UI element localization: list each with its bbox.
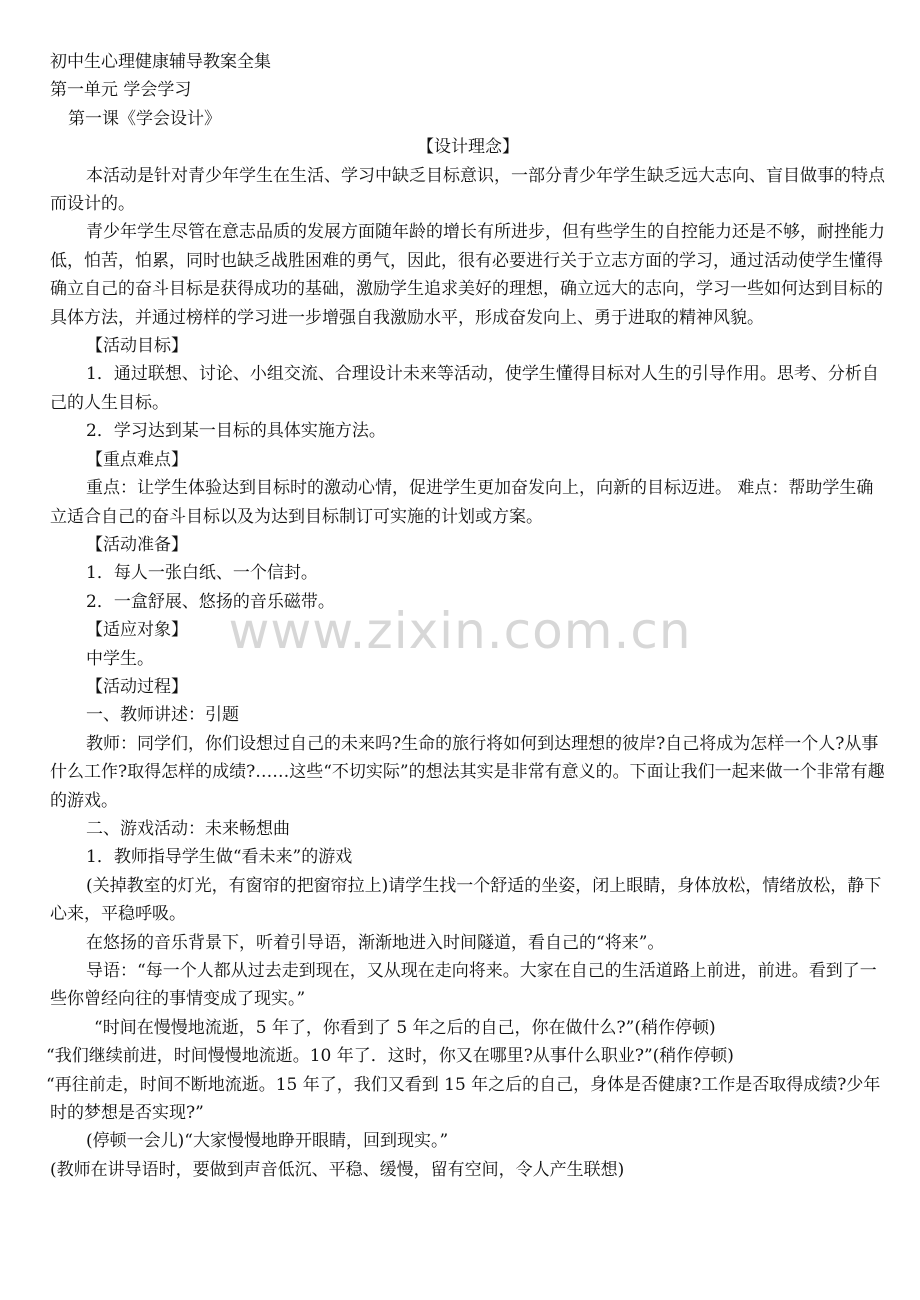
prep-item-1: 1．每人一张白纸、一个信封。: [86, 563, 318, 584]
key-text: 重点：让学生体验达到目标时的激动心情，促进学生更加奋发向上，向新的目标迈进。 难点：帮助学生确立适合自己的奋斗目标以及为达到目标制订可实施的计划或方案。: [50, 478, 874, 527]
watermark: www.zixin.com.cn: [228, 602, 692, 660]
guide-quote-4: (停顿一会儿)“大家慢慢地睁开眼睛，回到现实。”: [86, 1131, 449, 1152]
guide-quote-2: “我们继续前进，时间慢慢地流逝。10 年了．这时，你又在哪里?从事什么职业?”(稍作停顿): [46, 1046, 734, 1067]
goal-item-1: 1．通过联想、讨论、小组交流、合理设计未来等活动，使学生懂得目标对人生的引导作用。思考、分析自己的人生目标。: [50, 364, 879, 413]
guide-quote-1: “时间在慢慢地流逝，5 年了，你看到了 5 年之后的自己，你在做什么?”(稍作停顿): [94, 1017, 716, 1038]
document-title: 初中生心理健康辅导教案全集: [50, 52, 271, 72]
goal-heading: 【活动目标】: [86, 336, 188, 357]
design-paragraph-1: 本活动是针对青少年学生在生活、学习中缺乏目标意识，一部分青少年学生缺乏远大志向、盲目做事的特点而设计的。: [50, 165, 885, 215]
step-1-title: 一、教师讲述：引题: [86, 705, 239, 726]
step-2-paragraph-1: (关掉教室的灯光，有窗帘的把窗帘拉上)请学生找一个舒适的坐姿，闭上眼睛，身体放松，情绪放松，静下心来，平稳呼吸。: [50, 875, 882, 925]
unit-title: 第一单元 学会学习: [50, 80, 192, 101]
target-heading: 【适应对象】: [86, 620, 188, 641]
prep-item-2: 2．一盒舒展、悠扬的音乐磁带。: [86, 591, 335, 612]
design-heading: 【设计理念】: [417, 137, 519, 158]
prep-heading: 【活动准备】: [86, 534, 188, 555]
step-2-title: 二、游戏活动：未来畅想曲: [86, 818, 290, 839]
guide-quote-3: “再往前走，时间不断地流逝。15 年了，我们又看到 15 年之后的自己，身体是否健康?工作是否取得成绩?少年时的梦想是否实现?”: [46, 1074, 881, 1124]
step-1-text: 教师：同学们，你们设想过自己的未来吗?生命的旅行将如何到达理想的彼岸?自己将成为怎样一个人?从事什么工作?取得怎样的成绩?……这些“不切实际”的想法其实是非常有意义的。下面让我们一起来做一个非常有趣的游戏。: [50, 733, 885, 811]
key-heading: 【重点难点】: [86, 449, 188, 470]
step-2-subtitle: 1．教师指导学生做“看未来”的游戏: [86, 847, 353, 868]
teacher-note: (教师在讲导语时，要做到声音低沉、平稳、缓慢，留有空间，令人产生联想): [50, 1159, 625, 1180]
design-paragraph-2: 青少年学生尽管在意志品质的发展方面随年龄的增长有所进步，但有些学生的自控能力还是不够，耐挫能力低，怕苦，怕累，同时也缺乏战胜困难的勇气，因此，很有必要进行关于立志方面的学习，通过活动使学生懂得确立自己的奋斗目标是获得成功的基础，激励学生追求美好的理想，确立远大的志向，学习一些如何达到目标的具体方法，并通过榜样的学习进一步增强自我激励水平，形成奋发向上、勇于进取的精神风貌。: [50, 222, 885, 328]
target-text: 中学生。: [86, 648, 154, 669]
document-page: [46, 48, 886, 1184]
process-heading: 【活动过程】: [86, 676, 188, 697]
lesson-title: 第一课《学会设计》: [68, 108, 221, 129]
step-2-paragraph-3: 导语：“每一个人都从过去走到现在，又从现在走向将来。大家在自己的生活道路上前进，前进。看到了一些你曾经向往的事情变成了现实。”: [50, 961, 877, 1010]
goal-item-2: 2．学习达到某一目标的具体实施方法。: [86, 421, 386, 442]
step-2-paragraph-2: 在悠扬的音乐背景下，听着引导语，渐渐地进入时间隧道，看自己的“将来”。: [86, 932, 665, 953]
